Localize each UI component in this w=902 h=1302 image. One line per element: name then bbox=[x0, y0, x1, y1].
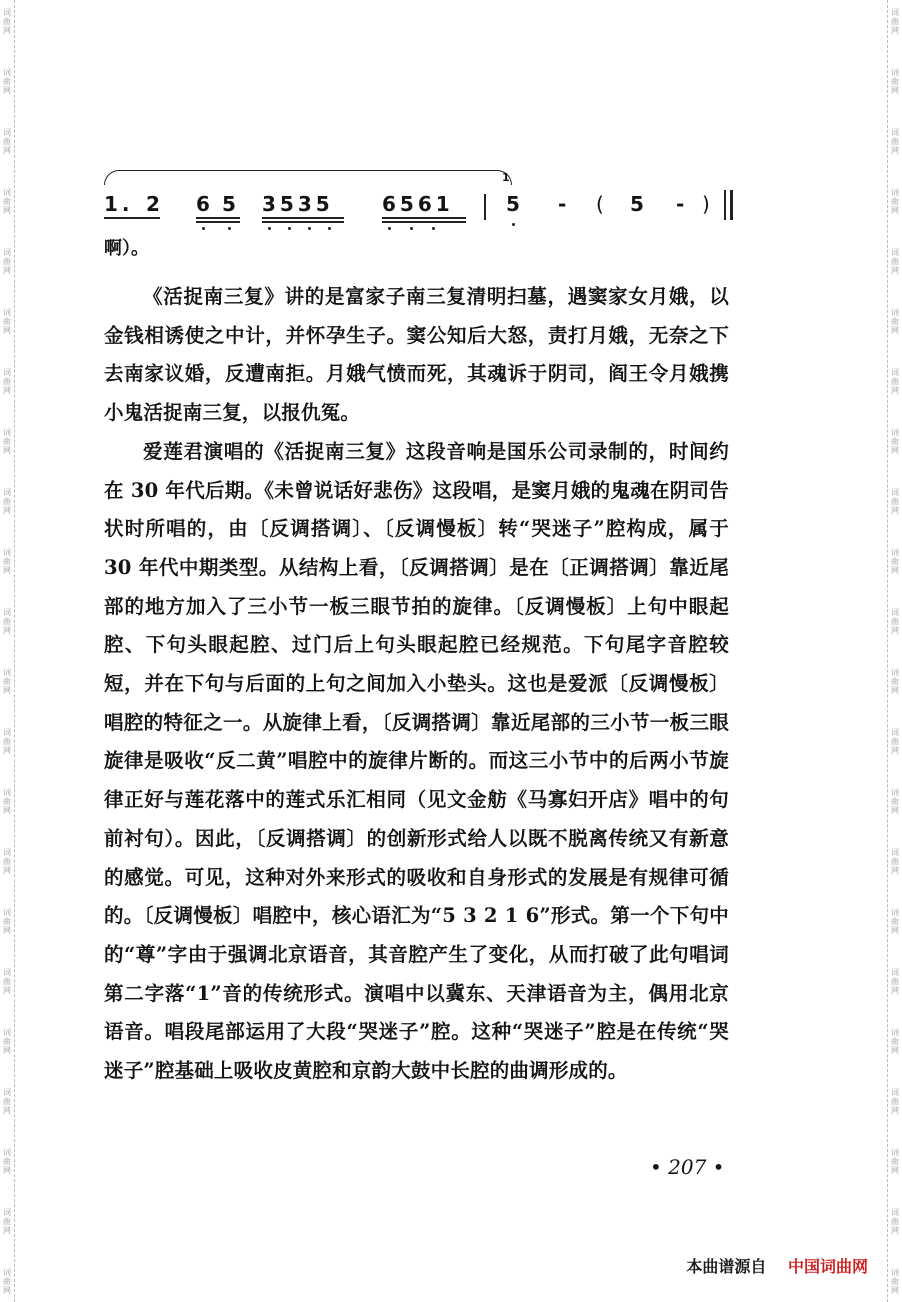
watermark-stamp: 词 曲 网 bbox=[3, 848, 11, 875]
grace-note: 1 bbox=[502, 171, 514, 184]
octave-dot bbox=[328, 227, 331, 230]
watermark-stamp: 词 曲 网 bbox=[3, 1208, 11, 1235]
watermark-stamp: 词 曲 网 bbox=[3, 248, 11, 275]
watermark-stamp: 词 曲 网 bbox=[891, 848, 899, 875]
end-barline-thick bbox=[730, 190, 733, 220]
paragraph-1: 《活捉南三复》讲的是富家子南三复清明扫墓，遇窦家女月娥，以金钱相诱使之中计，并怀孕生子。窦公知后大怒，责打月娥，无奈之下去南家议婚，反遭南拒。月娥气愤而死，其魂诉于阴司，阎王令月娥携小鬼活捉南三复，以报仇冤。 bbox=[104, 285, 729, 425]
watermark-stamp: 词 曲 网 bbox=[3, 488, 11, 515]
note-underline bbox=[262, 217, 344, 219]
note-5: 5 bbox=[506, 192, 524, 216]
note-5-b: 5 bbox=[630, 192, 648, 216]
watermark-stamp: 词 曲 网 bbox=[3, 1028, 11, 1055]
end-barline-thin bbox=[724, 190, 726, 220]
note-underline bbox=[262, 221, 344, 223]
watermark-stamp: 词 曲 网 bbox=[3, 1148, 11, 1175]
note-underline bbox=[382, 221, 466, 223]
note-underline bbox=[104, 217, 160, 219]
note-underline bbox=[196, 221, 240, 223]
watermark-stamp: 词 曲 网 bbox=[3, 428, 11, 455]
watermark-stamp: 词 曲 网 bbox=[3, 548, 11, 575]
watermark-stamp: 词 曲 网 bbox=[3, 1088, 11, 1115]
watermark-stamp: 词 曲 网 bbox=[891, 788, 899, 815]
octave-dot bbox=[268, 227, 271, 230]
octave-dot bbox=[410, 227, 413, 230]
watermark-stamp: 词 曲 网 bbox=[3, 308, 11, 335]
dash-2: - bbox=[676, 192, 689, 216]
octave-dot bbox=[288, 227, 291, 230]
watermark-stamp: 词 曲 网 bbox=[891, 308, 899, 335]
watermark-stamp: 词 曲 网 bbox=[891, 1268, 899, 1295]
paren-close: ) bbox=[702, 192, 714, 216]
watermark-stamp: 词 曲 网 bbox=[891, 608, 899, 635]
watermark-stamp: 词 曲 网 bbox=[891, 548, 899, 575]
lyric-line: 啊）。 bbox=[104, 238, 149, 259]
watermark-stamp: 词 曲 网 bbox=[891, 248, 899, 275]
note-group-6561: 6561 bbox=[382, 192, 454, 216]
page-number: • 207 • bbox=[650, 1155, 725, 1179]
source-label: 本曲谱源自 bbox=[686, 1257, 767, 1276]
watermark-stamp: 词 曲 网 bbox=[3, 608, 11, 635]
octave-dot bbox=[432, 227, 435, 230]
watermark-stamp: 词 曲 网 bbox=[891, 1208, 899, 1235]
watermark-stamp: 词 曲 网 bbox=[891, 68, 899, 95]
watermark-stamp: 词 曲 网 bbox=[891, 188, 899, 215]
note-3: 6 bbox=[196, 192, 214, 216]
note-1: 1. bbox=[104, 192, 134, 216]
octave-dot bbox=[388, 227, 391, 230]
watermark-stamp: 词 曲 网 bbox=[891, 1088, 899, 1115]
watermark-stamp: 词 曲 网 bbox=[891, 908, 899, 935]
watermark-stamp: 词 曲 网 bbox=[3, 128, 11, 155]
body-text bbox=[104, 278, 729, 1091]
watermark-stamp: 词 曲 网 bbox=[891, 728, 899, 755]
watermark-stamp: 词 曲 网 bbox=[3, 368, 11, 395]
octave-dot bbox=[202, 227, 205, 230]
watermark-stamp: 词 曲 网 bbox=[891, 8, 899, 35]
barline bbox=[484, 194, 486, 220]
paren-open: ( bbox=[596, 192, 608, 216]
source-credit bbox=[686, 1254, 868, 1277]
watermark-stamp: 词 曲 网 bbox=[891, 368, 899, 395]
watermark-stamp: 词 曲 网 bbox=[3, 8, 11, 35]
watermark-stamp: 词 曲 网 bbox=[3, 728, 11, 755]
watermark-stamp: 词 曲 网 bbox=[891, 1028, 899, 1055]
octave-dot bbox=[228, 227, 231, 230]
music-score bbox=[100, 170, 760, 260]
watermark-stamp: 词 曲 网 bbox=[3, 968, 11, 995]
watermark-stamp: 词 曲 网 bbox=[891, 128, 899, 155]
watermark-stamp: 词 曲 网 bbox=[891, 668, 899, 695]
watermark-stamp: 词 曲 网 bbox=[3, 68, 11, 95]
note-2: 2 bbox=[146, 192, 164, 216]
paragraph-2: 爱莲君演唱的《活捉南三复》这段音响是国乐公司录制的，时间约在 30 年代后期。《未曾说话好悲伤》这段唱，是窦月娥的鬼魂在阴司告状时所唱的，由〔反调搭调〕、〔反调慢板〕转“哭迷子”腔构成，属于 30 年代中期类型。从结构上看，〔反调搭调〕是在〔正调搭调〕靠近尾部的地方加入了三小节一板三眼节拍的旋律。〔反调慢板〕上句中眼起腔、下句头眼起腔、过门后上句头眼起腔已经规范。下句尾字音腔较短，并在下句与后面的上句之间加入小垫头。这也是爱派〔反调慢板〕唱腔的特征之一。从旋律上看，〔反调搭调〕靠近尾部的三小节一板三眼旋律是吸收“反二黄”唱腔中的旋律片断的。而这三小节中的后两小节旋律正好与莲花落中的莲式乐汇相同（见文金舫《马寡妇开店》唱中的句前衬句）。因此，〔反调搭调〕的创新形式给人以既不脱离传统又有新意的感觉。可见，这种对外来形式的吸收和自身形式的发展是有规律可循的。〔反调慢板〕唱腔中，核心语汇为“5 3 2 1 6”形式。第一个下句中的“尊”字由于强调北京语音，其音腔产生了变化，从而打破了此句唱词第二字落“1”音的传统形式。演唱中以冀东、天津语音为主，偶用北京语音。唱段尾部运用了大段“哭迷子”腔。这种“哭迷子”腔是在传统“哭迷子”腔基础上吸收皮黄腔和京韵大鼓中长腔的曲调形成的。 bbox=[104, 439, 729, 1083]
source-site-link[interactable]: 中国词曲网 bbox=[787, 1257, 868, 1276]
note-4: 5 bbox=[222, 192, 240, 216]
watermark-stamp: 词 曲 网 bbox=[3, 908, 11, 935]
octave-dot bbox=[512, 223, 515, 226]
watermark-stamp: 词 曲 网 bbox=[891, 1148, 899, 1175]
note-underline bbox=[382, 217, 466, 219]
note-group-3535: 3535 bbox=[262, 192, 334, 216]
watermark-stamp: 词 曲 网 bbox=[3, 188, 11, 215]
note-underline bbox=[196, 217, 240, 219]
watermark-stamp: 词 曲 网 bbox=[3, 1268, 11, 1295]
octave-dot bbox=[308, 227, 311, 230]
watermark-stamp: 词 曲 网 bbox=[891, 488, 899, 515]
watermark-stamp: 词 曲 网 bbox=[3, 788, 11, 815]
slur-arc bbox=[104, 170, 512, 185]
dash-1: - bbox=[558, 192, 571, 216]
watermark-stamp: 词 曲 网 bbox=[891, 428, 899, 455]
watermark-stamp: 词 曲 网 bbox=[891, 968, 899, 995]
watermark-stamp: 词 曲 网 bbox=[3, 668, 11, 695]
